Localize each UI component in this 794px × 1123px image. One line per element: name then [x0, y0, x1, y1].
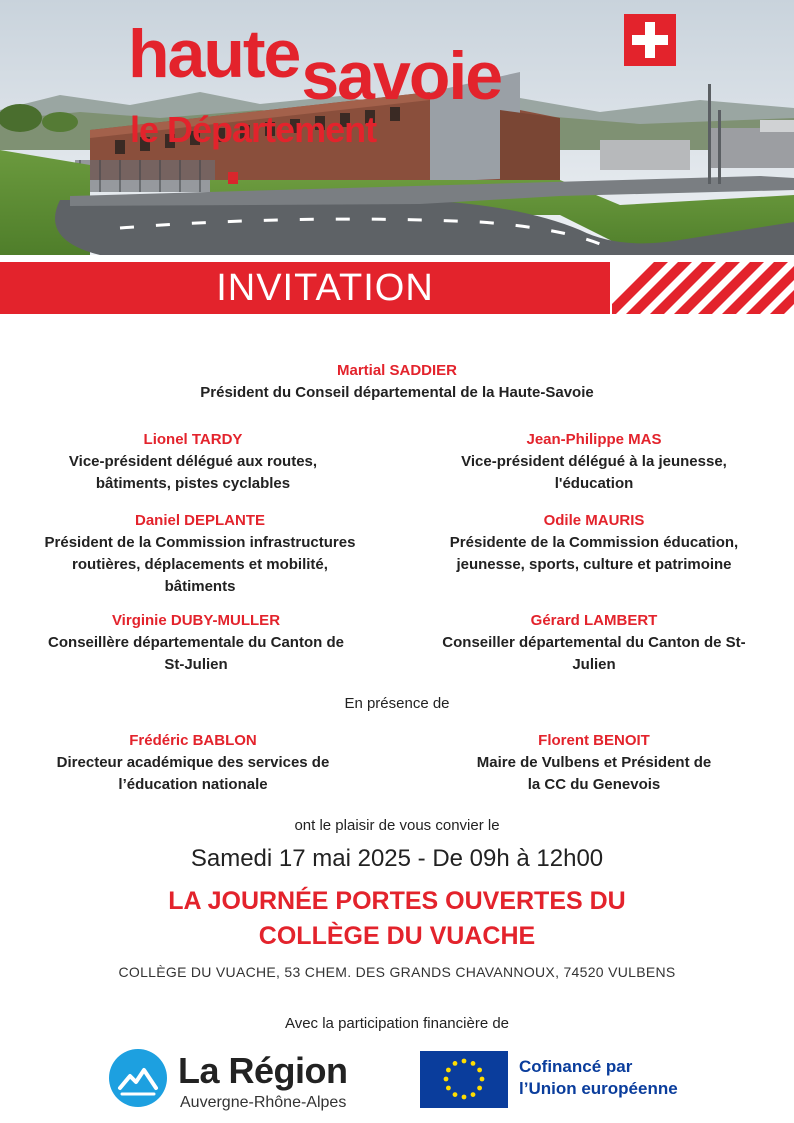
- host-title-line: Julien: [572, 656, 616, 673]
- guest-right: [394, 730, 794, 796]
- guest-title-line: Directeur académique des services de: [56, 754, 330, 771]
- host-right-2: [394, 510, 794, 576]
- funding-intro: Avec la participation financière de: [284, 1015, 510, 1032]
- host-title-line: Président de la Commission infrastructures: [44, 534, 356, 551]
- guest-left: [0, 730, 386, 796]
- guest-title-line: Maire de Vulbens et Président de: [476, 754, 712, 771]
- host-left-2: [0, 510, 400, 598]
- brand-departement: le Département: [130, 109, 377, 150]
- host-title-line: St-Julien: [164, 656, 228, 673]
- region-logo: [108, 1048, 348, 1113]
- host-title-line: Vice-président délégué aux routes,: [68, 453, 318, 470]
- presence-intro: En présence de: [344, 695, 450, 712]
- host-title-line: Conseiller départemental du Canton de St-: [442, 634, 746, 651]
- event-intro: ont le plaisir de vous convier le: [294, 817, 500, 834]
- banner-title: INVITATION: [216, 267, 434, 309]
- event-name-line: LA JOURNÉE PORTES OUVERTES DU: [168, 887, 626, 915]
- event-address: COLLÈGE DU VUACHE, 53 CHEM. DES GRANDS CHAVANNOUX, 74520 VULBENS: [118, 964, 676, 980]
- brand-logo-wordmark: [128, 16, 502, 114]
- event-date: Samedi 17 mai 2025 - De 09h à 12h00: [190, 845, 604, 872]
- event-name-line: COLLÈGE DU VUACHE: [258, 922, 536, 950]
- guest-title-line: la CC du Genevois: [527, 776, 661, 793]
- host-right-1: [394, 429, 794, 495]
- host-right-3: [394, 610, 794, 676]
- host-title-line: Présidente de la Commission éducation,: [449, 534, 739, 551]
- savoy-cross-icon: [624, 14, 676, 66]
- host-name: Daniel DEPLANTE: [134, 512, 266, 529]
- host-title-line: routières, déplacements et mobilité,: [72, 556, 328, 573]
- host-title-line: Conseillère départementale du Canton de: [48, 634, 344, 651]
- event-name: [0, 884, 794, 954]
- host-title-line: jeunesse, sports, culture et patrimoine: [456, 556, 732, 573]
- host-name: Martial SADDIER: [336, 362, 458, 379]
- invitation-banner: [0, 262, 794, 314]
- guest-name: Florent BENOIT: [538, 732, 650, 749]
- host-name: Virginie DUBY-MULLER: [111, 612, 281, 629]
- host-left-1: [0, 429, 386, 495]
- host-title-line: bâtiments, pistes cyclables: [95, 475, 291, 492]
- region-name: La Région: [178, 1050, 348, 1091]
- region-mountain-icon: [108, 1048, 168, 1108]
- host-title-line: Vice-président délégué à la jeunesse,: [461, 453, 727, 470]
- brand-haute: haute: [128, 16, 300, 92]
- brand-savoie: savoie: [301, 38, 502, 114]
- host-name: Lionel TARDY: [143, 431, 243, 448]
- eu-cofunding-text: [519, 1056, 678, 1100]
- host-name: Jean-Philippe MAS: [526, 431, 662, 448]
- host-president: [0, 360, 794, 404]
- host-name: Gérard LAMBERT: [530, 612, 658, 629]
- host-title-line: bâtiments: [164, 578, 236, 595]
- host-name: Odile MAURIS: [543, 512, 645, 529]
- host-title-line: l'éducation: [554, 475, 634, 492]
- eu-text-line: l’Union européenne: [519, 1079, 678, 1098]
- region-subtitle: Auvergne-Rhône-Alpes: [180, 1094, 347, 1111]
- eu-flag-icon: [420, 1051, 508, 1108]
- guest-name: Frédéric BABLON: [129, 732, 257, 749]
- guest-title-line: l’éducation nationale: [118, 776, 268, 793]
- host-left-3: [0, 610, 392, 676]
- host-title: Président du Conseil départemental de la Haute-Savoie: [200, 384, 594, 401]
- eu-text-line: Cofinancé par: [519, 1057, 633, 1076]
- diagonal-stripes-decoration: [612, 262, 794, 314]
